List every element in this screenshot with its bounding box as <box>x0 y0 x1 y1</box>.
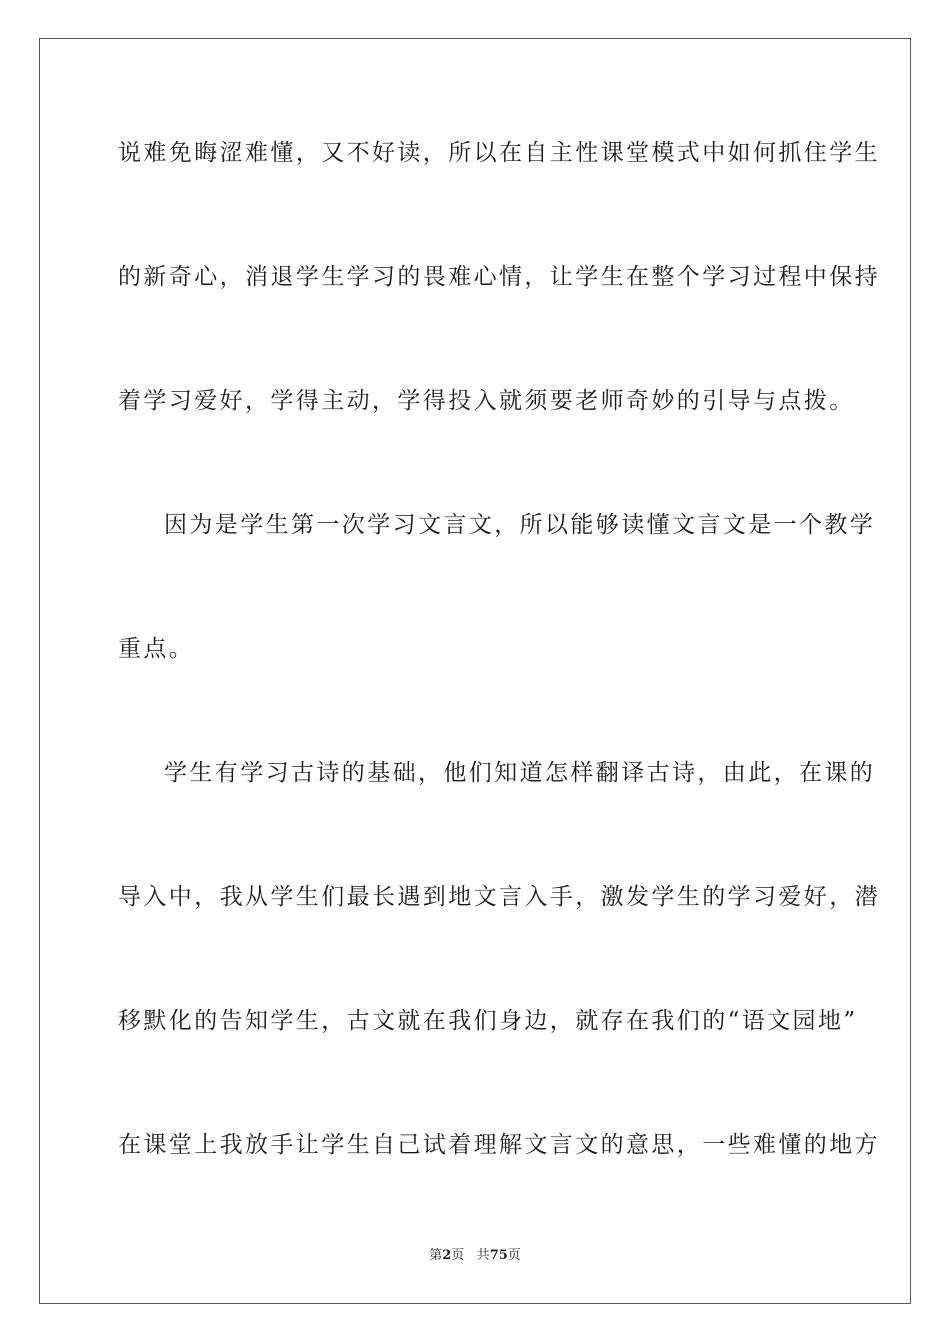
page-frame <box>39 38 911 1304</box>
text-line-6: 学生有学习古诗的基础，他们知道怎样翻译古诗，由此，在课的 <box>164 760 876 786</box>
text-line-7: 导入中，我从学生们最长遇到地文言入手，激发学生的学习爱好，潜 <box>118 884 880 910</box>
page-suffix: 页 <box>451 1248 465 1263</box>
text-line-9: 在课堂上我放手让学生自己试着理解文言文的意思，一些难懂的地方 <box>118 1132 880 1158</box>
text-line-4: 因为是学生第一次学习文言文，所以能够读懂文言文是一个教学 <box>164 512 876 538</box>
total-suffix: 页 <box>507 1248 521 1263</box>
text-line-1: 说难免晦涩难懂，又不好读，所以在自主性课堂模式中如何抓住学生 <box>118 140 880 166</box>
page-number: 2 <box>442 1248 452 1263</box>
text-line-5: 重点。 <box>118 636 195 662</box>
page-footer <box>0 1247 950 1265</box>
text-line-3: 着学习爱好，学得主动，学得投入就须要老师奇妙的引导与点拨。 <box>118 388 855 414</box>
total-prefix: 共 <box>476 1248 490 1263</box>
text-line-8: 移默化的告知学生，古文就在我们身边，就存在我们的“语文园地” <box>118 1008 858 1034</box>
text-line-2: 的新奇心，消退学生学习的畏难心情，让学生在整个学习过程中保持 <box>118 264 880 290</box>
total-pages: 75 <box>489 1248 508 1263</box>
page-prefix: 第 <box>429 1248 443 1263</box>
